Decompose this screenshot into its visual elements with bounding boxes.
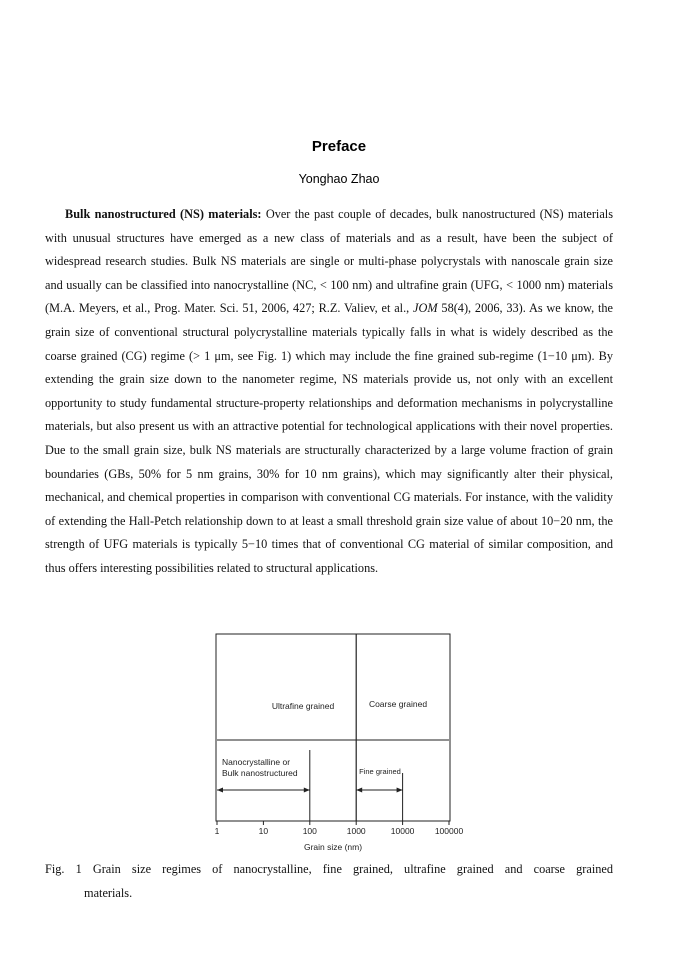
x-tick-label: 10 [258,826,269,836]
journal-name: JOM [413,301,438,316]
paragraph-lead: Bulk nanostructured (NS) materials: [65,207,262,221]
figure-caption-line2: materials. [84,885,133,900]
author-name: Yonghao Zhao [298,172,380,186]
x-axis-label: Grain size (nm) [303,842,363,852]
figure-caption [45,858,613,905]
x-tick-label: 10000 [390,826,415,836]
fine-grained-arrow-right [397,788,403,793]
grain-size-figure [200,628,480,854]
paragraph-text-1: Over the past couple of decades, bulk nanostructured (NS) materials with unusual structures have emerged as a new class of materials and as a result, have been the subject of widespread research studies. Bulk NS materials are single or multi-phase polycrystals with nanoscale grain size and usually can be classified into nanocrystalline (NC, < 100 nm) and ultrafine grain (UFG, < 1000 nm) materials (M.A. Meyers, et al., Prog. Mater. Sci. 51, 2006, 427; R.Z. Valiev, et al., [45,207,613,316]
x-tick-label: 1000 [346,826,366,836]
nanocrystalline-arrow-left [217,788,223,793]
fine-grained-arrow-left [356,788,362,793]
label-coarse-grained: Coarse grained [368,699,428,709]
x-tick-label: 100 [302,826,317,836]
label-nanocrystalline-line1: Nanocrystalline or [222,757,291,767]
nanocrystalline-arrow-right [304,788,310,793]
x-axis-ticks [215,821,464,836]
plot-frame [216,634,450,821]
x-tick-label: 1 [214,826,220,836]
page-title: Preface [311,138,367,155]
label-fine-grained: Fine grained [359,767,401,776]
x-tick-label: 100000 [434,826,464,836]
label-ultrafine-grained: Ultrafine grained [271,701,335,711]
label-nanocrystalline-line2: Bulk nanostructured [222,768,298,778]
grain-size-chart [200,628,480,854]
figure-caption-line1: Fig. 1 Grain size regimes of nanocrystalline, fine grained, ultrafine grained and coarse grained [45,862,613,876]
paragraph-text-2: 58(4), 2006, 33). As we know, the grain size of conventional structural polycrystalline materials typically falls in what is widely described as the coarse grained (CG) regime (> 1 μm, see Fig. 1) which may include the fine grained sub-regime (1−10 μm). By extending the grain size down to the nanometer regime, NS materials provide us, not only with an excellent opportunity to study fundamental structure-property relationships and deformation mechanisms in polycrystalline materials, but also present us with an attractive potential for technological applications with their novel properties. Due to the small grain size, bulk NS materials are structurally characterized by a large volume fraction of grain boundaries (GBs, 50% for 5 nm grains, 30% for 10 nm grains), which may significantly alter their physical, mechanical, and chemical properties in comparison with conventional CG materials. For instance, with the validity of extending the Hall-Petch relationship down to at least a small threshold grain size value of about 10−20 nm, the strength of UFG materials is typically 5−10 times that of conventional CG material of similar composition, and thus offers interesting possibilities related to structural applications. [45,301,613,575]
body-paragraph [45,203,613,581]
